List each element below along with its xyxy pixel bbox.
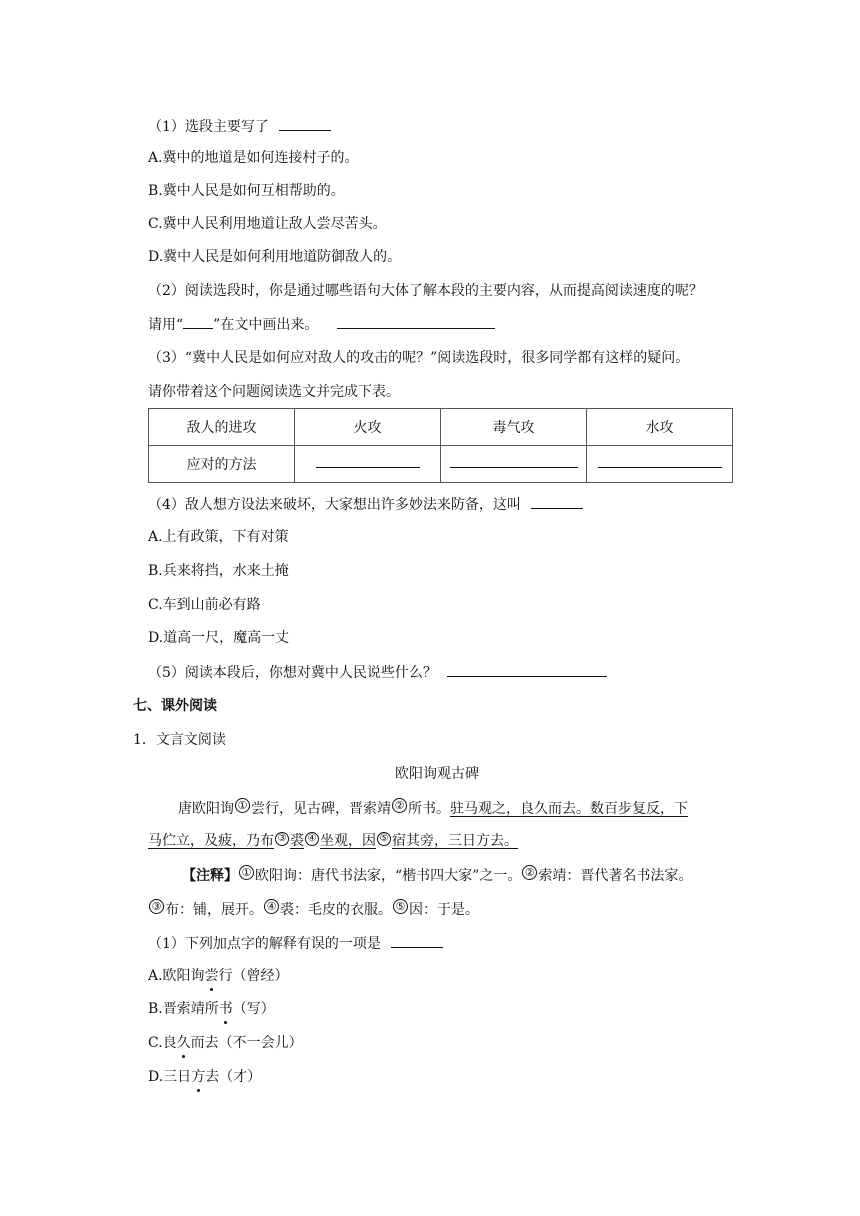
q3-line1: （3）“冀中人民是如何应对敌人的攻击的呢？”阅读选段时，很多同学都有这样的疑问。 (148, 350, 690, 366)
q1-option-d[interactable]: D.冀中人民是如何利用地道防御敌人的。 (148, 249, 402, 265)
note-text: 欧阳询：唐代书法家，“楷书四大家”之一。 (255, 868, 522, 884)
q4-stem-text: （4）敌人想方设法来破坏，大家想出许多妙法来防备，这叫 (148, 497, 521, 513)
note-text: 因：于是。 (409, 902, 479, 918)
notes-line2 (148, 899, 479, 920)
dotted-char: 方 (191, 1069, 206, 1085)
passage-title: 欧阳询观古碑 (395, 766, 479, 782)
passage-line1 (178, 798, 688, 819)
q4-stem (148, 494, 583, 515)
fire-answer-blank[interactable] (316, 457, 420, 468)
note-marker: ① (239, 865, 254, 880)
q2-mark-blank (183, 314, 213, 329)
footnote-marker: ② (392, 798, 407, 813)
table-answer-row (149, 446, 733, 483)
table-cell-gas[interactable] (441, 446, 587, 483)
q2-line2-suffix: ”在文中画出来。 (213, 317, 319, 333)
q6-option-b[interactable] (148, 999, 275, 1019)
q4-option-b[interactable]: B.兵来将挡，水来土掩 (148, 563, 289, 579)
q6-option-c[interactable] (148, 1033, 303, 1053)
q4-option-a[interactable]: A.上有政策，下有对策 (148, 529, 289, 545)
table-header-water: 水攻 (587, 409, 733, 446)
passage-text: 所书。 (408, 801, 450, 817)
option-text: 行（曾经） (218, 968, 289, 984)
q1-option-c[interactable]: C.冀中人民利用地道让敌人尝尽苦头。 (148, 216, 387, 232)
note-text: 布：铺，展开。 (165, 902, 263, 918)
underlined-sentence: 坐观，因 (320, 833, 376, 849)
answer-table (148, 408, 733, 483)
table-row-label: 应对的方法 (149, 446, 295, 483)
passage-line2 (148, 831, 518, 851)
note-marker: ③ (149, 899, 164, 914)
option-text: A.欧阳询 (148, 968, 205, 984)
passage-text: 尝行，见古碑，晋索靖 (251, 801, 391, 817)
option-text: D.三日 (148, 1069, 192, 1085)
q6-option-d[interactable] (148, 1067, 261, 1087)
note-marker: ② (522, 865, 537, 880)
footnote-marker: ③ (275, 832, 289, 846)
footnote-marker: ① (235, 798, 250, 813)
note-marker: ⑤ (393, 899, 408, 914)
dotted-char: 书 (218, 1001, 233, 1017)
dotted-char: 尝 (204, 968, 219, 984)
q1-option-a[interactable]: A.冀中的地道是如何连接村子的。 (148, 150, 359, 166)
q2-line1: （2）阅读选段时，你是通过哪些语句大体了解本段的主要内容，从而提高阅读速度的呢？ (148, 283, 703, 299)
q6-answer-blank[interactable] (391, 933, 443, 948)
option-text: 去（才） (205, 1069, 262, 1085)
q1-answer-blank[interactable] (279, 116, 331, 131)
q1-option-b[interactable]: B.冀中人民是如何互相帮助的。 (148, 183, 345, 199)
footnote-marker: ⑤ (377, 832, 391, 846)
q1-stem-text: （1）选段主要写了 (148, 119, 269, 135)
table-cell-fire[interactable] (295, 446, 441, 483)
q5-stem (148, 662, 607, 683)
gas-answer-blank[interactable] (450, 457, 578, 468)
table-header-gas: 毒气攻 (441, 409, 587, 446)
note-text: 裘：毛皮的衣服。 (280, 902, 392, 918)
item-label: 1．文言文阅读 (133, 732, 226, 748)
q3-line2: 请你带着这个问题阅读选文并完成下表。 (148, 384, 400, 400)
option-text: （写） (232, 1001, 275, 1017)
q4-answer-blank[interactable] (531, 494, 583, 509)
notes-line1 (182, 865, 692, 886)
q5-answer-blank[interactable] (447, 662, 607, 677)
table-header-attack: 敌人的进攻 (149, 409, 295, 446)
note-text: 索靖：晋代著名书法家。 (538, 868, 693, 884)
water-answer-blank[interactable] (598, 457, 722, 468)
q4-option-d[interactable]: D.道高一尺，魔高一丈 (148, 630, 290, 646)
q4-option-c[interactable]: C.车到山前必有路 (148, 597, 261, 613)
footnote-marker: ④ (305, 832, 319, 846)
option-text: 而去（不一会儿） (190, 1035, 303, 1051)
underlined-sentence: 马伫立，及疲，乃布 (148, 833, 274, 849)
option-text: B.晋索靖所 (148, 1001, 219, 1017)
table-cell-water[interactable] (587, 446, 733, 483)
section-title: 七、课外阅读 (133, 698, 217, 714)
underlined-sentence: 宿其旁，三日方去。 (392, 833, 518, 849)
table-header-fire: 火攻 (295, 409, 441, 446)
q5-stem-text: （5）阅读本段后，你想对冀中人民说些什么？ (148, 665, 437, 681)
q2-answer-blank[interactable] (337, 314, 495, 329)
q2-line2 (148, 314, 495, 335)
dotted-char: 久 (176, 1035, 191, 1051)
option-text: C.良 (148, 1035, 177, 1051)
q6-option-a[interactable] (148, 966, 289, 986)
table-header-row (149, 409, 733, 446)
notes-label: 【注释】 (182, 868, 238, 884)
q2-line2-prefix: 请用“ (148, 317, 184, 333)
note-marker: ④ (264, 899, 279, 914)
q1-stem (148, 116, 331, 137)
q6-stem-text: （1）下列加点字的解释有误的一项是 (148, 936, 381, 952)
underlined-sentence: 裘 (290, 833, 304, 849)
passage-text: 唐欧阳询 (178, 801, 234, 817)
underlined-sentence: 驻马观之，良久而去。数百步复反，下 (450, 801, 688, 817)
q6-stem (148, 933, 443, 954)
